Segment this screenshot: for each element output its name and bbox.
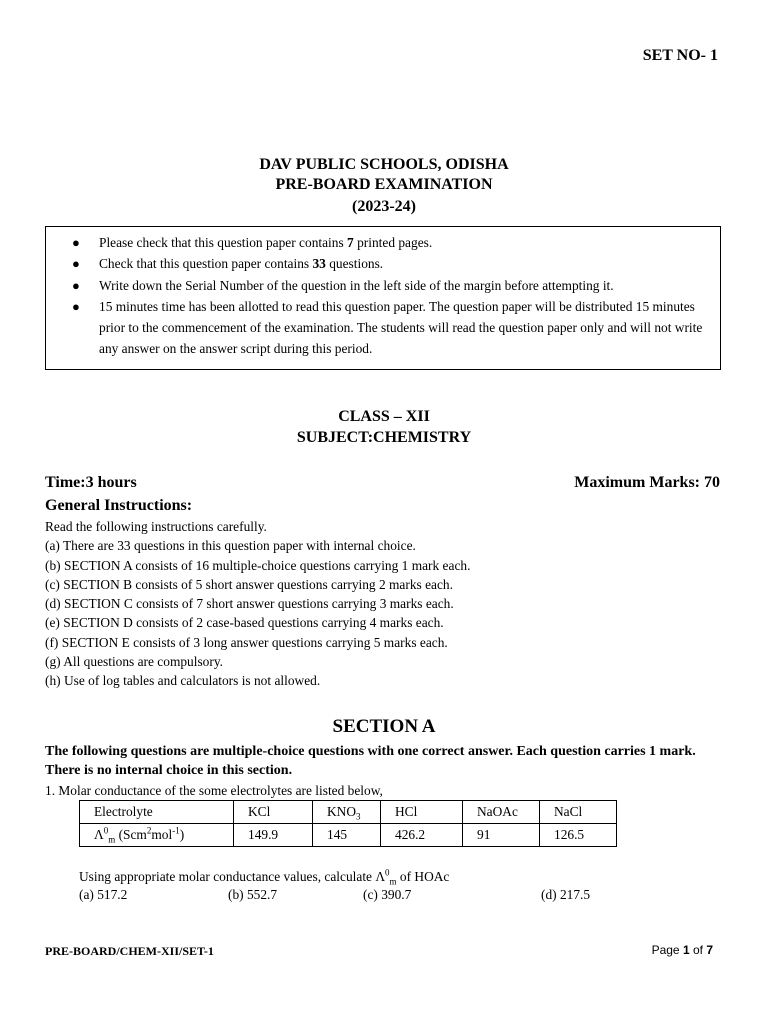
bullet-icon: ● (72, 235, 80, 250)
section-a-note: The following questions are multiple-choice questions with one correct answer. Each question carries 1 mark. There is no internal choice in this section. (45, 744, 696, 778)
instruction-line: (e) SECTION D consists of 2 case-based questions carrying 4 marks each. (45, 615, 444, 631)
table-row (80, 824, 617, 847)
table-cell: $KNO_3$ (313, 801, 381, 824)
table-cell: 126.5 (540, 824, 617, 847)
note-item: ● Write down the Serial Number of the question in the left side of the margin before attempting it. (46, 275, 720, 296)
question-1-stem: 1. Molar conductance of the some electrolytes are listed below, (45, 783, 383, 798)
table-cell: 149.9 (234, 824, 313, 847)
instruction-line: Read the following instructions carefully. (45, 519, 267, 534)
instruction-line: (g) All questions are compulsory. (45, 654, 224, 670)
table-cell: 91 (463, 824, 540, 847)
table-cell: NaOAc (463, 801, 540, 824)
exam-year: (2023-24) (352, 198, 416, 215)
instruction-line: (f) SECTION E consists of 3 long answer questions carrying 5 marks each. (45, 634, 448, 650)
table-cell: Electrolyte (80, 801, 234, 824)
school-name: DAV PUBLIC SCHOOLS, ODISHA (259, 156, 509, 173)
footer-code: PRE-BOARD/CHEM-XII/SET-1 (45, 944, 214, 958)
note-item: ● 15 minutes time has been allotted to read this question paper. The question paper will be distributed 15 minutes prior to the commencement of the examination. The students will read the question paper only and will not write any answer on the answer script during this period. (46, 296, 720, 360)
instruction-line: (c) SECTION B consists of 5 short answer questions carrying 2 marks each. (45, 576, 453, 592)
instructions-box (45, 226, 721, 370)
page-number: Page 1 of 7 (651, 943, 713, 957)
instruction-line: (h) Use of log tables and calculators is not allowed. (45, 673, 321, 689)
max-marks: Maximum Marks: 70 (574, 474, 720, 491)
table-cell: 145 (313, 824, 381, 847)
table-cell: $\Lambda^0_m$ (Scm$^2$mol$^{-1}$) (80, 824, 234, 847)
general-instructions-list (45, 517, 470, 691)
bullet-icon: ● (72, 298, 80, 314)
note-item: ● Check that this question paper contains 33 questions. (46, 253, 720, 274)
molar-conductance-table (79, 800, 617, 847)
table-cell: KCl (234, 801, 313, 824)
table-cell: HCl (381, 801, 463, 824)
instruction-line: (d) SECTION C consists of 7 short answer questions carrying 3 marks each. (45, 596, 454, 612)
exam-time: Time:3 hours (45, 474, 137, 491)
instruction-line: (a) There are 33 questions in this question paper with internal choice. (45, 538, 416, 554)
table-header-row (80, 801, 617, 824)
set-number: SET NO- 1 (642, 47, 718, 64)
note-item: ● Please check that this question paper contains 7 printed pages. (46, 232, 720, 253)
option-b: (b) 552.7 (228, 887, 278, 902)
bullet-icon: ● (72, 277, 80, 293)
table-cell: 426.2 (381, 824, 463, 847)
bullet-icon: ● (72, 256, 80, 272)
question-1-prompt: Using appropriate molar conductance values, calculate $\Lambda^0_m$ of HOAc (79, 867, 450, 887)
class-heading: CLASS – XII (338, 408, 430, 425)
option-c: (c) 390.7 (363, 887, 412, 902)
notes-list (46, 232, 720, 360)
option-a: (a) 517.2 (79, 887, 128, 902)
section-a-title: SECTION A (332, 716, 436, 737)
general-instructions-heading: General Instructions: (45, 497, 193, 514)
exam-title: PRE-BOARD EXAMINATION (275, 176, 493, 193)
option-d: (d) 217.5 (541, 887, 591, 902)
table-cell: NaCl (540, 801, 617, 824)
subject-heading: SUBJECT:CHEMISTRY (296, 429, 472, 446)
instruction-line: (b) SECTION A consists of 16 multiple-choice questions carrying 1 mark each. (45, 557, 471, 573)
